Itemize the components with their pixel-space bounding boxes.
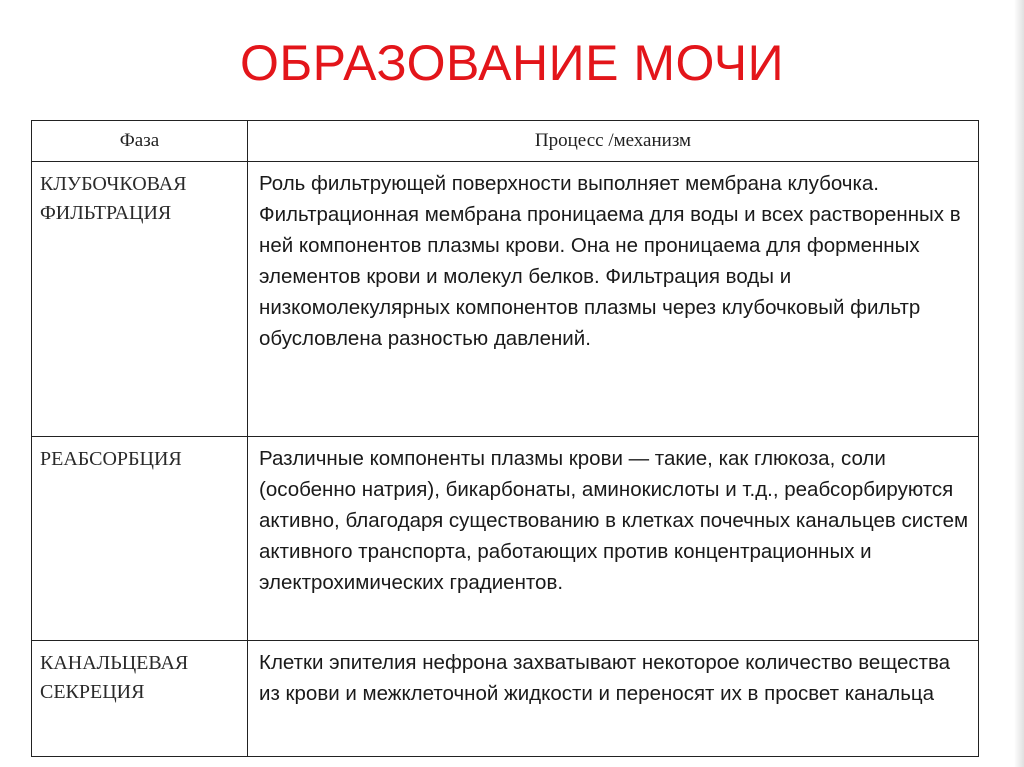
phase-cell-glomerular-filtration: КЛУБОЧКОВАЯ ФИЛЬТРАЦИЯ — [32, 162, 248, 437]
urine-formation-table — [31, 120, 979, 757]
table-row — [32, 437, 979, 641]
header-process: Процесс /механизм — [248, 121, 979, 162]
page-title: ОБРАЗОВАНИЕ МОЧИ — [239, 35, 785, 91]
process-paragraph: Различные компоненты плазмы крови — такие, как глюкоза, соли (особенно натрия), бикарбонаты, аминокислоты и т.д., реабсорбируются активно, благодаря существованию в клетках почечных канальцев систем активного транспорта, работающих против концентрационных и электрохимических градиентов. — [259, 447, 969, 594]
table-row — [32, 162, 979, 437]
process-cell-tubular-secretion — [248, 641, 979, 757]
phase-cell-reabsorption: РЕАБСОРБЦИЯ — [32, 437, 248, 641]
slide-edge-shadow — [1014, 0, 1024, 767]
process-cell-reabsorption — [248, 437, 979, 641]
process-cell-glomerular-filtration — [248, 162, 979, 437]
process-paragraph: Клетки эпителия нефрона захватывают некоторое количество вещества из крови и межклеточной жидкости и переносят их в просвет канальца — [259, 651, 951, 705]
header-phase: Фаза — [32, 121, 248, 162]
table-row — [32, 641, 979, 757]
process-paragraph: Фильтрационная мембрана проницаема для воды и всех растворенных в ней компонентов плазмы крови. Она не проницаема для форменных элементов крови и молекул белков. Фильтрация воды и низкомолекулярных компонентов плазмы через клубочковый фильтр обусловлена разностью давлений. — [259, 203, 961, 350]
process-paragraph: Роль фильтрующей поверхности выполняет мембрана клубочка. — [259, 172, 879, 195]
table-header-row — [32, 121, 979, 162]
phase-cell-tubular-secretion: КАНАЛЬЦЕВАЯ СЕКРЕЦИЯ — [32, 641, 248, 757]
